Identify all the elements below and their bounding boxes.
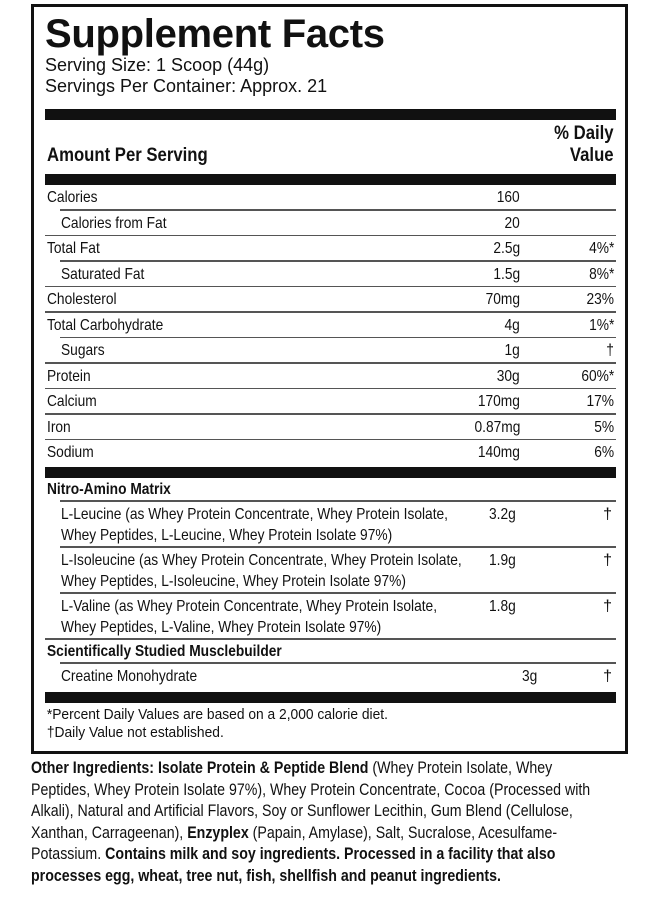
other-ingredients: Other Ingredients: Isolate Protein & Peptide Blend (Whey Protein Isolate, Whey Peptides, Whey Protein Isolate 97%), Whey Protein Concentrate, Cocoa (Processed with Alkali), Natural and Artificial Flavors, Soy or Sunflower Lecithin, Gum Blend (Cellulose, Xanthan, Carrageenan), Enzyplex (Papain, Amylase), Salt, Sucralose, Acesulfame-Potassium. Contains milk and soy ingredients. Processed in a facility that also processes egg, wheat, tree nut, fish, shellfish and peanut ingredients. xyxy=(31,759,591,885)
thick-divider xyxy=(45,467,616,478)
footnotes xyxy=(45,706,570,742)
nutrient-row-cholesterol: Cholesterol 70mg 23% xyxy=(45,287,616,313)
thick-divider xyxy=(45,692,616,703)
blend-name: Isolate Protein & Peptide Blend xyxy=(157,759,369,777)
amino-row-l-leucine: L-Leucine (as Whey Protein Concentrate, Whey Protein Isolate, Whey Peptides, L-Leucine, Whey Protein Isolate 97%) 3.2g † xyxy=(45,502,616,548)
nitro-amino-matrix-heading: Nitro-Amino Matrix xyxy=(45,478,616,502)
footnote-not-established: †Daily Value not established. xyxy=(46,723,224,741)
footnote-daily-values: *Percent Daily Values are based on a 2,000 calorie diet. xyxy=(46,705,388,723)
other-ingredients-label: Other Ingredients: xyxy=(31,759,154,777)
servings-per-container: Servings Per Container: Approx. 21 xyxy=(45,76,328,96)
musclebuilder-row-creatine: Creatine Monohydrate 3g † xyxy=(61,667,612,685)
amino-row-l-isoleucine: L-Isoleucine (as Whey Protein Concentrate, Whey Protein Isolate, Whey Peptides, L-Isoleucine, Whey Protein Isolate 97%) 1.9g † xyxy=(45,548,616,594)
nutrient-row-calcium: Calcium 170mg 17% xyxy=(45,389,616,415)
nutrient-row-protein: Protein 30g 60%* xyxy=(45,364,616,390)
nutrient-row-iron: Iron 0.87mg 5% xyxy=(45,415,616,441)
column-header xyxy=(45,120,616,174)
enzyme-blend-name: Enzyplex xyxy=(187,823,249,842)
nutrient-row-sugars: Sugars 1g † xyxy=(45,338,616,364)
daily-value-heading: % Daily Value xyxy=(554,123,614,166)
allergen-statement: Contains milk and soy ingredients. Processed in a facility that also processes egg, wheat, tree nut, fish, shellfish and peanut ingredients. xyxy=(31,845,556,885)
nutrient-row-calories: Calories 160 xyxy=(45,185,616,211)
panel-title: Supplement Facts xyxy=(45,12,385,56)
musclebuilder-heading: Scientifically Studied Musclebuilder xyxy=(45,640,616,664)
nutrient-row-total-fat: Total Fat 2.5g 4%* xyxy=(45,236,616,262)
thick-divider xyxy=(45,174,616,185)
amount-per-serving-heading: Amount Per Serving xyxy=(47,145,208,166)
thick-divider xyxy=(45,109,616,120)
nutrient-row-total-carbohydrate: Total Carbohydrate 4g 1%* xyxy=(45,313,616,339)
nutrient-row-calories-from-fat: Calories from Fat 20 xyxy=(45,211,616,237)
nutrient-row-saturated-fat: Saturated Fat 1.5g 8%* xyxy=(45,262,616,288)
amino-row-l-valine: L-Valine (as Whey Protein Concentrate, Whey Protein Isolate, Whey Peptides, L-Valine, Whey Protein Isolate 97%) 1.8g † xyxy=(45,594,616,640)
nutrient-row-sodium: Sodium 140mg 6% xyxy=(47,444,614,461)
supplement-facts-panel xyxy=(31,4,628,754)
serving-size: Serving Size: 1 Scoop (44g) xyxy=(45,55,270,75)
